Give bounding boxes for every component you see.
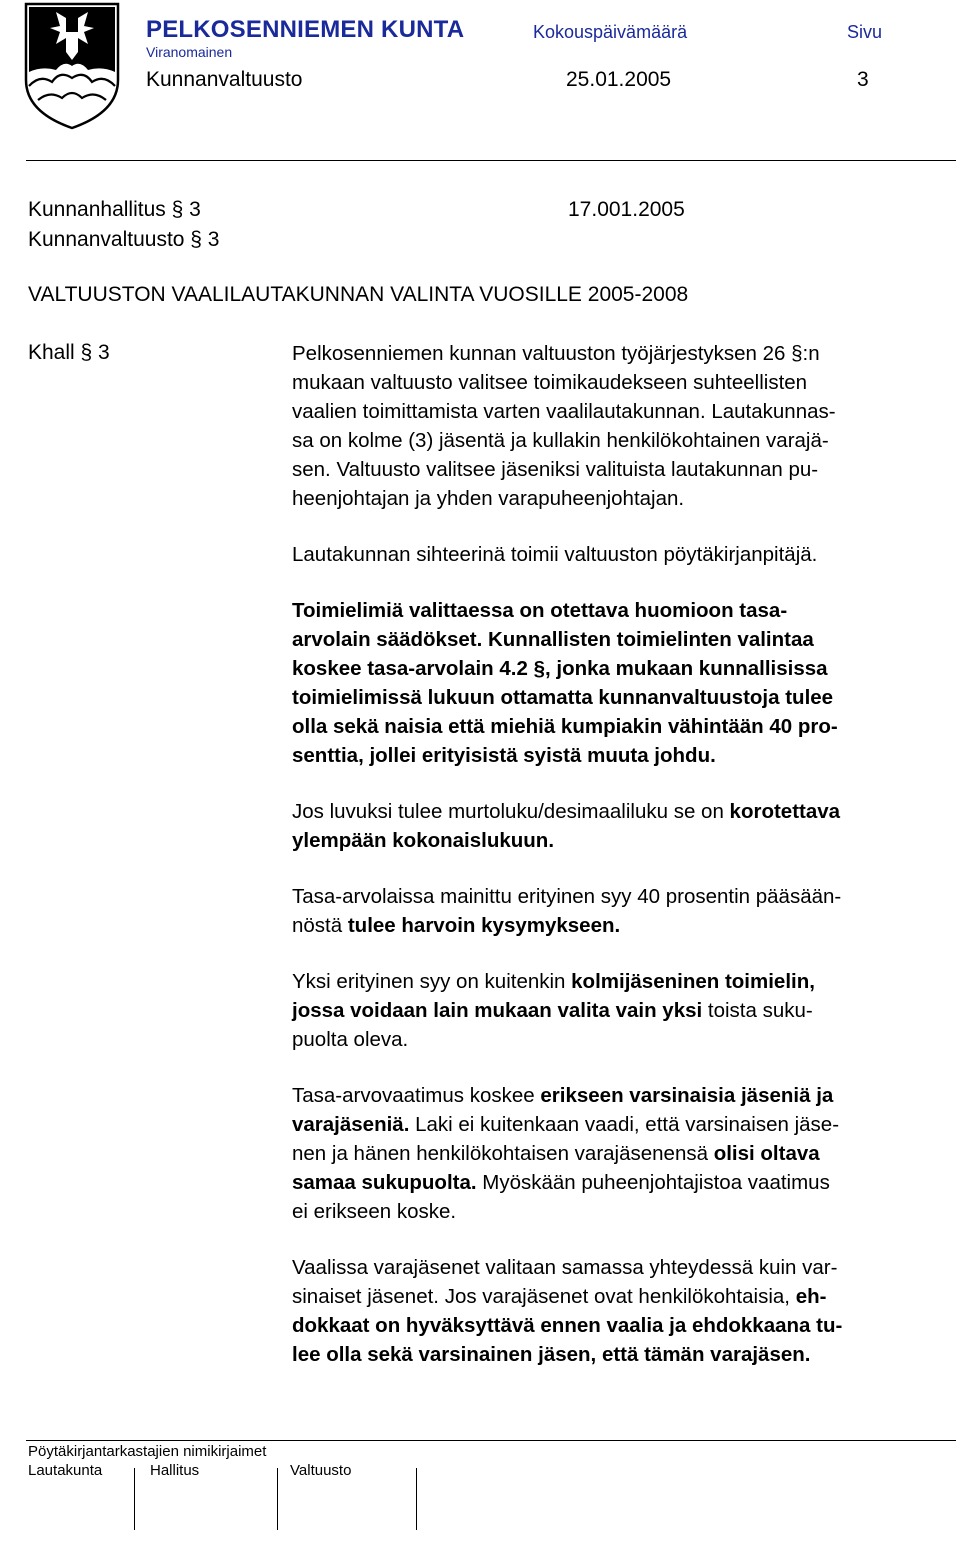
text-line: senttia, jollei erityisistä syistä muuta johdu.	[292, 744, 716, 767]
page-label: Sivu	[847, 22, 883, 42]
paragraph-1	[292, 339, 956, 513]
text-line	[292, 996, 956, 1025]
text-run: Jos luvuksi tulee murtoluku/desimaaliluku se on	[292, 800, 730, 823]
coat-of-arms-icon	[22, 0, 122, 132]
body-text	[292, 339, 956, 1396]
text-line	[292, 967, 956, 996]
text-line: sen. Valtuusto valitsee jäseniksi valituista lautakunnan pu-	[292, 458, 819, 481]
text-line: mukaan valtuusto valitsee toimikaudekseen suhteellisten	[292, 371, 808, 394]
text-run: sinaiset jäsenet. Jos varajäsenet ovat henkilökohtaisia,	[292, 1285, 796, 1308]
text-line	[292, 911, 956, 940]
text-line: sa on kolme (3) jäsentä ja kullakin henkilökohtainen varajä-	[292, 429, 829, 452]
text-line: olla sekä naisia että miehiä kumpiakin vähintään 40 pro-	[292, 715, 838, 738]
paragraph-6	[292, 967, 956, 1054]
text-run-bold: samaa sukupuolta.	[292, 1171, 477, 1194]
paragraph-3	[292, 596, 956, 770]
text-run: nöstä	[292, 914, 348, 937]
paragraph-4	[292, 797, 956, 855]
text-run-bold: korotettava	[729, 800, 841, 823]
meeting-date-value: 25.01.2005	[566, 68, 672, 91]
text-run-bold: varajäseniä.	[292, 1113, 410, 1136]
text-run-bold: erikseen varsinaisia jäseniä ja	[540, 1084, 834, 1107]
meta-body-1: Kunnanhallitus § 3	[28, 198, 201, 221]
text-run: nen ja hänen henkilökohtaisen varajäsenensä	[292, 1142, 714, 1165]
text-run-bold: tulee harvoin kysymykseen.	[347, 914, 621, 937]
page-number: 3	[857, 68, 869, 91]
signature-divider	[134, 1468, 135, 1530]
organization-name: PELKOSENNIEMEN KUNTA	[146, 16, 465, 43]
text-line: koskee tasa-arvolain 4.2 §, jonka mukaan kunnallisissa	[292, 657, 828, 680]
text-line: lee olla sekä varsinainen jäsen, että tämän varajäsen.	[292, 1343, 811, 1366]
text-run: Myöskään puheenjohtajistoa vaatimus	[476, 1171, 830, 1194]
signatures-label: Pöytäkirjantarkastajien nimikirjaimet	[28, 1443, 267, 1460]
text-line	[292, 1110, 956, 1139]
authority-value: Kunnanvaltuusto	[146, 68, 303, 91]
text-line: Pelkosenniemen kunnan valtuuston työjärjestyksen 26 §:n	[292, 342, 820, 365]
authority-label: Viranomainen	[146, 44, 233, 60]
text-line: vaalien toimittamista varten vaalilautakunnan. Lautakunnas-	[292, 400, 836, 423]
text-run: Tasa-arvovaatimus koskee	[292, 1084, 541, 1107]
text-line	[292, 826, 956, 855]
text-run-bold: eh-	[795, 1285, 827, 1308]
text-line: heenjohtajan ja yhden varapuheenjohtajan.	[292, 487, 685, 510]
text-line: toimielimissä lukuun ottamatta kunnanvaltuustoja tulee	[292, 686, 834, 709]
meta-body-2: Kunnanvaltuusto § 3	[28, 228, 220, 251]
text-run: toista suku-	[702, 999, 813, 1022]
text-line	[292, 1282, 956, 1311]
text-line: Vaalissa varajäsenet valitaan samassa yhteydessä kuin var-	[292, 1256, 838, 1279]
text-line: Toimielimiä valittaessa on otettava huomioon tasa-	[292, 599, 788, 622]
meeting-date-label: Kokouspäivämäärä	[533, 22, 688, 42]
text-line: ei erikseen koske.	[292, 1200, 457, 1223]
paragraph-5	[292, 882, 956, 940]
signer-lautakunta: Lautakunta	[28, 1462, 103, 1479]
text-line	[292, 797, 956, 826]
text-run-bold: kolmijäseninen toimielin,	[571, 970, 815, 993]
footer-divider	[26, 1440, 956, 1441]
text-run-bold: jossa voidaan lain mukaan valita vain yksi	[292, 999, 703, 1022]
text-line	[292, 1081, 956, 1110]
section-label: Khall § 3	[28, 341, 110, 364]
document-title: VALTUUSTON VAALILAUTAKUNNAN VALINTA VUOSILLE 2005-2008	[28, 283, 689, 306]
text-line: arvolain säädökset. Kunnallisten toimielinten valintaa	[292, 628, 814, 651]
signer-hallitus: Hallitus	[150, 1462, 200, 1479]
text-line	[292, 1139, 956, 1168]
paragraph-2	[292, 540, 956, 569]
text-run-bold: olisi oltava	[713, 1142, 820, 1165]
signature-divider	[277, 1468, 278, 1530]
text-line: Lautakunnan sihteerinä toimii valtuuston pöytäkirjanpitäjä.	[292, 543, 818, 566]
paragraph-7	[292, 1081, 956, 1226]
signature-divider	[416, 1468, 417, 1530]
text-line: Tasa-arvolaissa mainittu erityinen syy 40 prosentin pääsään-	[292, 885, 842, 908]
text-line: dokkaat on hyväksyttävä ennen vaalia ja ehdokkaana tu-	[292, 1314, 843, 1337]
signer-valtuusto: Valtuusto	[290, 1462, 352, 1479]
text-line: puolta oleva.	[292, 1028, 409, 1051]
paragraph-8	[292, 1253, 956, 1369]
text-run: Laki ei kuitenkaan vaadi, että varsinaisen jäse-	[409, 1113, 840, 1136]
text-run-bold: ylempään kokonaislukuun.	[292, 829, 555, 852]
meta-date-1: 17.001.2005	[568, 198, 685, 221]
text-run: Yksi erityinen syy on kuitenkin	[292, 970, 572, 993]
header-divider	[26, 160, 956, 161]
text-line	[292, 1168, 956, 1197]
